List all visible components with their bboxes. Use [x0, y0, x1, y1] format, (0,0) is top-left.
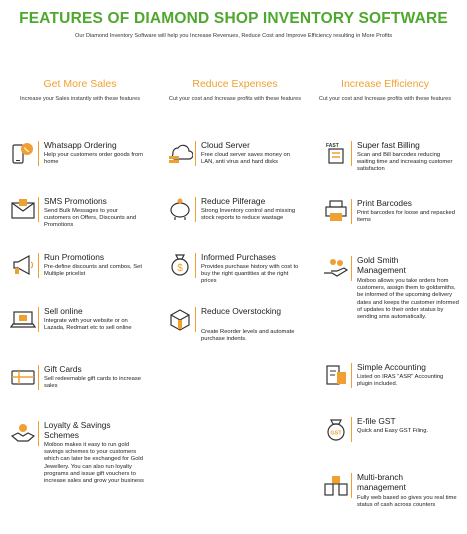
column-description: Cut your cost and Increase profits with these features: [168, 96, 302, 102]
column-get-more-sales: [5, 78, 155, 103]
feature-description: Moiboo makes it easy to run gold savings schemes to your customers which can later be exchanged for Gold Jewellery. You can also run loyalty programs and issue gift vouchers to increase sales and grow your business: [44, 442, 144, 485]
accounting-icon: [323, 362, 349, 388]
feature-description: Moiboo allows you take orders from customers, assign them to goldsmiths, be informed of the upcoming delivery dates and keeps the customer informed of updates to their order status by sending sms automatically.: [357, 278, 459, 321]
column-heading: Increase Efficiency: [341, 78, 429, 90]
feature-title: Simple Accounting: [357, 362, 426, 372]
feature-description: Integrate with your website or on Lazada, Redmart etc to sell online: [44, 318, 132, 332]
feature-title: Cloud Server: [201, 140, 250, 150]
feature-title: E-file GST: [357, 416, 396, 426]
feature-title: Whatsapp Ordering: [44, 140, 117, 150]
feature-description: Provides purchase history with cost to buy the right quantities at the right prices: [201, 264, 299, 285]
gift-card-icon: [10, 364, 36, 390]
svg-text:FAST: FAST: [326, 143, 339, 149]
feature-description: Free cloud server saves money on LAN, anti virus and hard disks: [201, 152, 290, 166]
feature-description: Listed on IRAS "ASR" Accounting plugin included.: [357, 374, 444, 388]
laptop-shop-icon: [10, 306, 36, 332]
svg-text:$: $: [177, 263, 183, 274]
feature-title: Multi-branch management: [357, 472, 406, 492]
hand-coins-icon: [323, 255, 349, 281]
megaphone-icon: [10, 252, 36, 278]
feature-description: Fully web based so gives you real time status of cash across counters: [357, 495, 457, 509]
feature-title: Print Barcodes: [357, 198, 412, 208]
feature-description: Create Reorder levels and automate purchase indents.: [201, 329, 295, 343]
column-heading: Get More Sales: [43, 78, 117, 90]
feature-title: Gold Smith Management: [357, 255, 406, 275]
envelope-icon: [10, 196, 36, 222]
fast-receipt-icon: [323, 140, 349, 166]
feature-description: Print barcodes for loose and repacked items: [357, 210, 455, 224]
column-reduce-expenses: [160, 78, 310, 103]
money-bag-icon: [167, 252, 193, 278]
svg-text:GST: GST: [330, 430, 342, 437]
printer-icon: [323, 198, 349, 224]
column-heading: Reduce Expenses: [192, 78, 278, 90]
page-subtitle: Our Diamond Inventory Software will help you Increase Revenues, Reduce Cost and Improve Efficiency resulting in More Profits: [74, 33, 393, 39]
feature-title: Reduce Pilferage: [201, 196, 266, 206]
feature-title: Reduce Overstocking: [201, 306, 282, 316]
feature-description: Strong Inventory control and missing stock reports to reduce wastage: [201, 208, 296, 222]
column-description: Increase your Sales instantly with these features: [19, 96, 141, 102]
column-description: Cut your cost and Increase profits with these features: [318, 96, 452, 102]
handshake-icon: [10, 420, 36, 446]
feature-title: SMS Promotions: [44, 196, 107, 206]
feature-title: Sell online: [44, 306, 83, 316]
feature-title: Informed Purchases: [201, 252, 276, 262]
piggy-bank-icon: [167, 196, 193, 222]
column-increase-efficiency: [310, 78, 460, 103]
box-icon: [167, 306, 193, 332]
feature-description: Sell redeemable gift cards to increase sales: [44, 376, 141, 390]
feature-title: Run Promotions: [44, 252, 105, 262]
feature-title: Loyalty & Savings Schemes: [44, 420, 111, 440]
feature-title: Super fast Billing: [357, 140, 420, 150]
feature-description: Send Bulk Messages to your customers on Offers, Discounts and Promotions: [44, 208, 137, 229]
feature-description: Help your customers order goods from home: [44, 152, 143, 166]
feature-description: Quick and Easy GST Filing.: [357, 428, 429, 434]
cloud-server-icon: [167, 140, 193, 166]
feature-description: Pre-define discounts and combos, Set Multiple pricelist: [44, 264, 142, 278]
branches-icon: [323, 472, 349, 498]
feature-title: Gift Cards: [44, 364, 82, 374]
whatsapp-phone-icon: [10, 140, 36, 166]
gst-bag-icon: [323, 416, 349, 442]
page-title: FEATURES OF DIAMOND SHOP INVENTORY SOFTWARE: [19, 10, 448, 27]
feature-description: Scan and Bill barcodes reducing waiting time and increasing customer satisfacton: [357, 152, 453, 173]
